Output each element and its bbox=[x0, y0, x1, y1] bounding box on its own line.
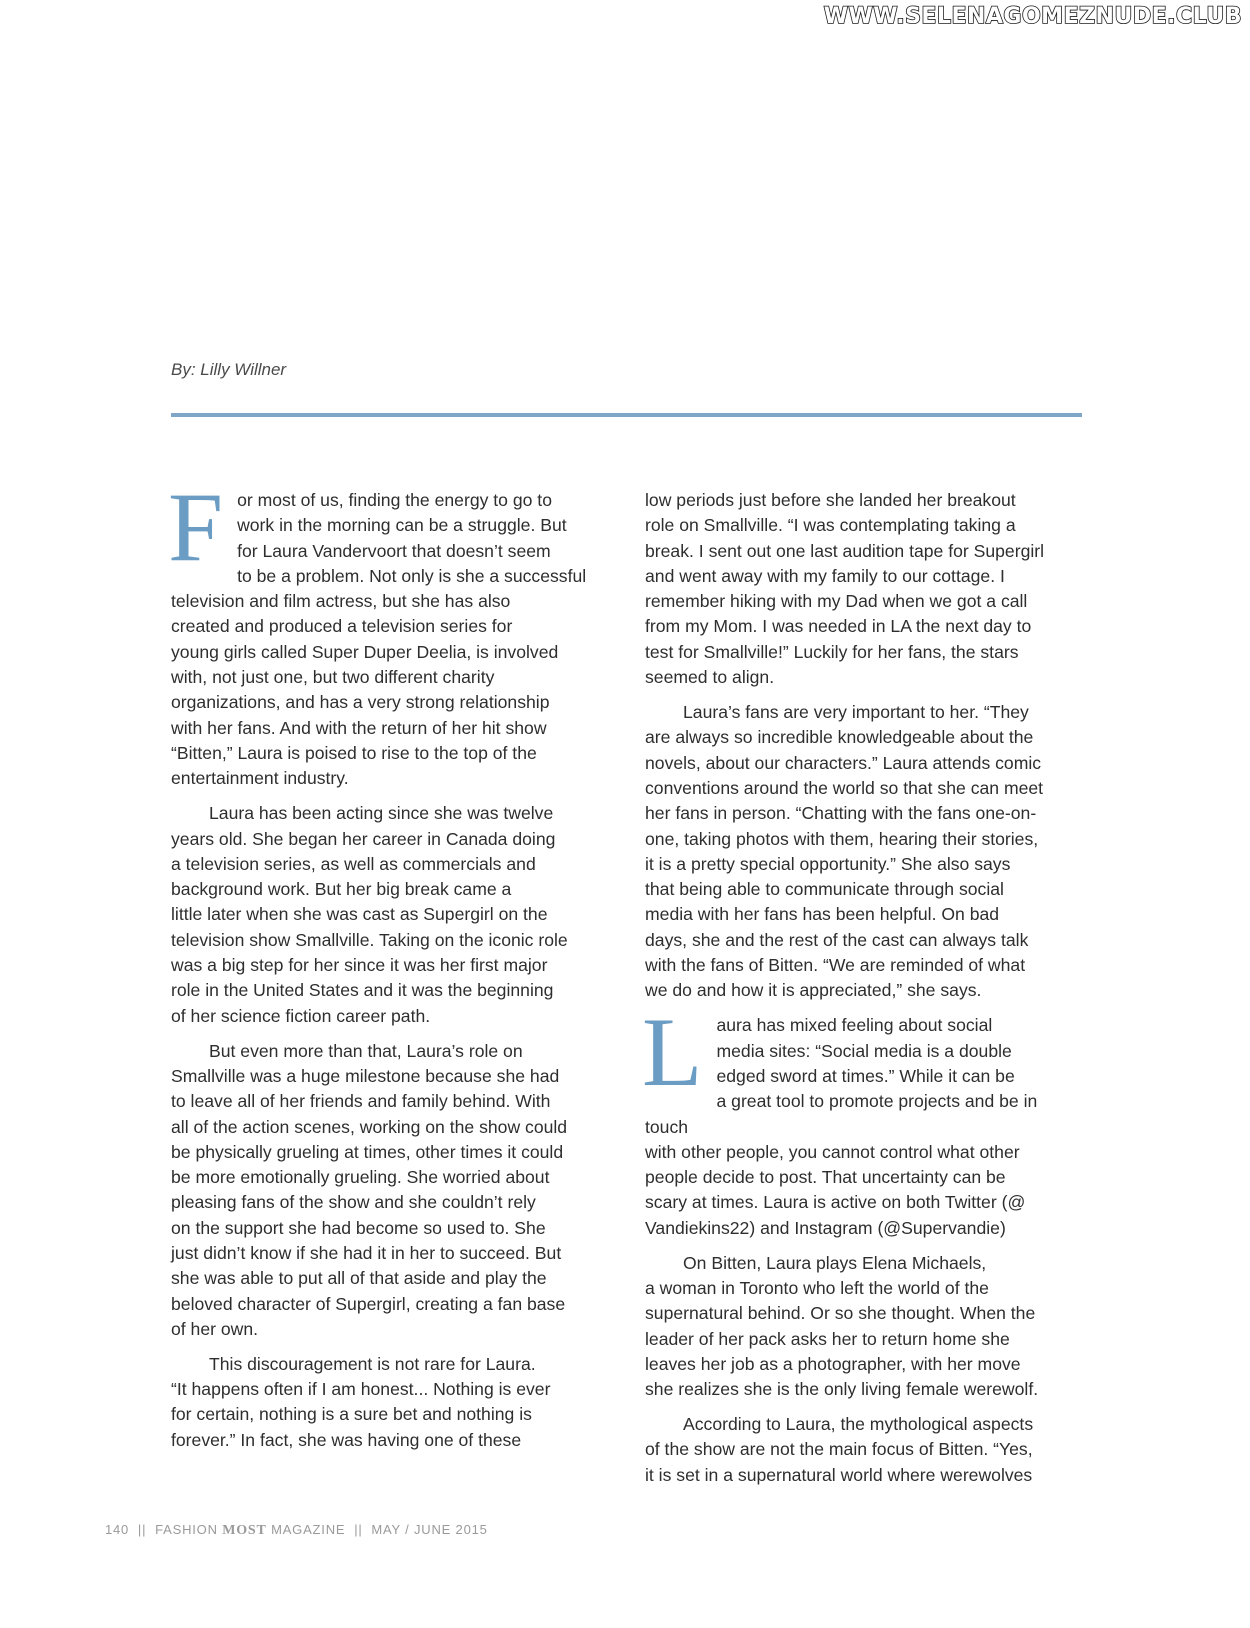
paragraph-dropcap bbox=[642, 998, 1085, 1241]
paragraph-intro bbox=[168, 473, 611, 792]
paragraph: But even more than that, Laura’s role on Smallville was a huge milestone because she had to leave all of her friends and family behind. With all of the action scenes, working on the show could be physically grueling at times, other times it could be more emotionally grueling. She worried about pleasing fans of the show and she couldn’t rely on the support she had become so used to. She just didn’t know if she had it in her to succeed. But she was able to put all of that aside and play the beloved character of Supergirl, creating a fan base of her own. bbox=[171, 1040, 568, 1339]
dropcap-f: F bbox=[168, 473, 224, 582]
paragraph: According to Laura, the mythological aspects of the show are not the main focus of Bitten. “Yes, it is set in a supernatural world where werewolves bbox=[645, 1414, 1034, 1485]
paragraph-text: aura has mixed feeling about social media sites: “Social media is a double edged sword at times.” While it can be a great tool to promote projects and be in touch with other people, you cannot control what other people decide to post. That uncertainty can be scary at times. Laura is active on both Twitter (@ Vandiekins22) and Instagram (@Supervandie) bbox=[645, 1015, 1038, 1238]
watermark-text: WWW.SELENAGOMEZNUDE.CLUB bbox=[823, 4, 1242, 29]
brand-most: MOST bbox=[222, 1523, 267, 1538]
paragraph: On Bitten, Laura plays Elena Michaels, a woman in Toronto who left the world of the supernatural behind. Or so she thought. When the leader of her pack asks her to return home she leaves her job as a photographer, with her move she realizes she is the only living female werewolf. bbox=[645, 1252, 1039, 1400]
paragraph: low periods just before she landed her breakout role on Smallville. “I was contemplating taking a break. I sent out one last audition tape for Supergirl and went away with my family to our cottage. I remember hiking with my Dad when we got a call from my Mom. I was needed in LA the next day to test for Smallville!” Luckily for her fans, the stars seemed to align. bbox=[645, 490, 1045, 688]
brand-magazine: MAGAZINE bbox=[271, 1522, 346, 1537]
paragraph: Laura’s fans are very important to her. “They are always so incredible knowledgeable about the novels, about our characters.” Laura attends comic conventions around the world so that she can meet her fans in person. “Chatting with the fans one-on- one, taking photos with them, hearing their stories, it is a pretty special opportunity.” She also says that being able to communicate through social media with her fans has been helpful. On bad days, she and the rest of the cast can always talk with the fans of Bitten. “We are reminded of what we do and how it is appreciated,” she says. bbox=[645, 702, 1044, 1001]
brand-fashion: FASHION bbox=[155, 1522, 218, 1537]
page-footer bbox=[105, 1522, 488, 1539]
paragraph: This discouragement is not rare for Laura. “It happens often if I am honest... Nothing is ever for certain, nothing is a sure bet and nothing is forever.” In fact, she was having one of these bbox=[171, 1353, 551, 1450]
footer-separator: || bbox=[137, 1522, 147, 1537]
issue-date: MAY / JUNE 2015 bbox=[371, 1522, 488, 1537]
paragraph: Laura has been acting since she was twelve years old. She began her career in Canada doing a television series, as well as commercials and background work. But her big break came a little later when she was cast as Supergirl on the television show Smallville. Taking on the iconic role was a big step for her since it was her first major role in the United States and it was the beginning of her science fiction career path. bbox=[171, 803, 568, 1026]
footer-separator: || bbox=[354, 1522, 363, 1537]
article-column-left bbox=[168, 473, 611, 1463]
article-column-right bbox=[642, 488, 1085, 1498]
page-number: 140 bbox=[105, 1522, 130, 1537]
byline-divider bbox=[171, 413, 1082, 417]
paragraph-text: or most of us, finding the energy to go to work in the morning can be a struggle. But for Laura Vandervoort that doesn’t seem to be a problem. Not only is she a successful television and film actress, but she has also created and produced a television series for young girls called Super Duper Deelia, is involved with, not just one, but two different charity organizations, and has a very strong relationship with her fans. And with the return of her hit show “Bitten,” Laura is poised to rise to the top of the entertainment industry. bbox=[171, 490, 587, 789]
article-byline: By: Lilly Willner bbox=[171, 360, 287, 379]
dropcap-l: L bbox=[642, 998, 703, 1108]
